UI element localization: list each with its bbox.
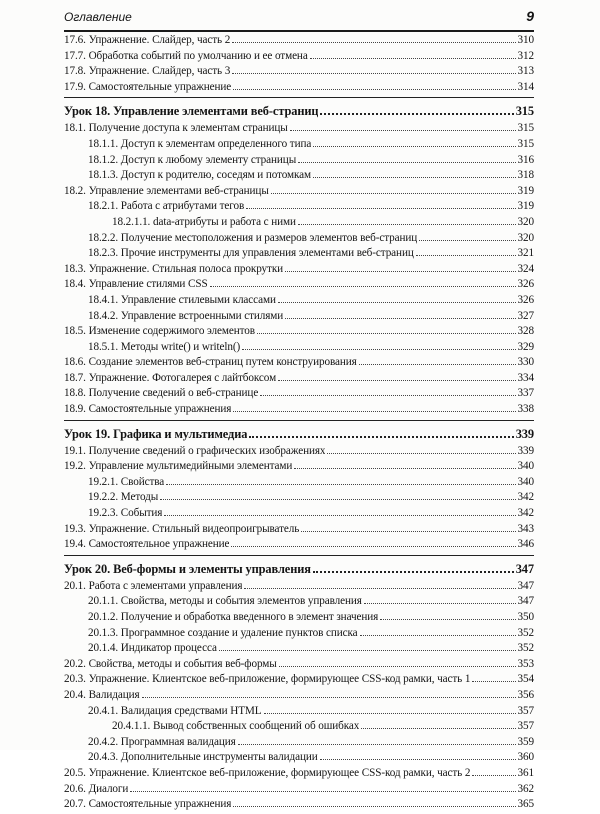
dot-leader [310, 58, 516, 59]
toc-page-number: 315 [517, 122, 534, 135]
toc-page-number: 319 [517, 184, 534, 197]
dot-leader [327, 453, 515, 454]
toc-entry [64, 736, 534, 752]
toc-entry-title: 18.4.1. Управление стилевыми классами [88, 293, 276, 306]
toc-entry-title: 20.1.3. Программное создание и удаление пунктов списка [88, 626, 358, 639]
toc-entry-title: 17.8. Упражнение. Слайдер, часть 3 [64, 65, 231, 78]
header-title: Оглавление [64, 10, 132, 24]
dot-leader [219, 650, 516, 651]
dot-leader [279, 666, 516, 667]
toc-entry [64, 705, 534, 721]
dot-leader [294, 468, 515, 469]
toc-page-number: 343 [517, 522, 534, 535]
toc-page-number: 362 [517, 782, 534, 795]
dot-leader [233, 806, 515, 807]
toc-page-number: 329 [517, 340, 534, 353]
toc-entry-title: 20.4. Валидация [64, 688, 140, 701]
toc-entry-title: 18.6. Создание элементов веб-страниц путем конструирования [64, 356, 357, 369]
toc-entry [64, 627, 534, 643]
dot-leader [301, 531, 515, 532]
toc-entry-title: 20.1. Работа с элементами управления [64, 579, 243, 592]
toc-entry-title: 18.2.1.1. data-атрибуты и работа с ними [112, 215, 296, 228]
dot-leader [260, 395, 515, 396]
toc-entry-title: Урок 20. Веб-формы и элементы управления [64, 561, 311, 576]
toc-page-number: 340 [517, 460, 534, 473]
toc-entry [64, 81, 534, 97]
toc-page-number: 316 [517, 153, 534, 166]
toc-page-number: 326 [517, 278, 534, 291]
toc-entry [64, 325, 534, 341]
toc-entry-title: 20.3. Упражнение. Клиентское веб-приложение, формирующее CSS-код рамки, часть 1 [64, 673, 471, 686]
dot-leader [419, 240, 515, 241]
toc-page-number: 352 [517, 642, 534, 655]
toc-page-number: 346 [517, 538, 534, 551]
toc-entry-title: 20.1.1. Свойства, методы и события элементов управления [88, 595, 362, 608]
toc-entry-title: 18.5. Изменение содержимого элементов [64, 325, 255, 338]
toc-entry-title: 19.2.2. Методы [88, 491, 159, 504]
toc-page-number: 342 [517, 491, 534, 504]
toc-entry-title: 20.5. Упражнение. Клиентское веб-приложение, формирующее CSS-код рамки, часть 2 [64, 766, 471, 779]
toc-entry-title: 18.1.2. Доступ к любому элементу страницы [88, 153, 297, 166]
toc-entry-title: 20.6. Диалоги [64, 782, 129, 795]
toc-lesson-heading [64, 427, 534, 445]
toc-entry-title: 18.8. Получение сведений о веб-странице [64, 387, 259, 400]
toc-page-number: 339 [517, 444, 534, 457]
toc-page-number: 347 [517, 579, 534, 592]
toc-entry [64, 372, 534, 388]
toc-entry [64, 460, 534, 476]
toc-entry [64, 185, 534, 201]
toc-lesson-heading [64, 562, 534, 580]
toc-page-number: 318 [517, 169, 534, 182]
toc-page-number: 361 [517, 766, 534, 779]
toc-entry-title: Урок 19. Графика и мультимедиа [64, 426, 248, 441]
dot-leader [249, 436, 513, 438]
dot-leader [313, 146, 515, 147]
dot-leader [231, 546, 515, 547]
toc-page-number: 365 [517, 798, 534, 811]
toc-entry [64, 294, 534, 310]
lesson-divider [64, 420, 534, 427]
dot-leader [320, 113, 513, 115]
toc-entry [64, 65, 534, 81]
toc-entry [64, 580, 534, 596]
dot-leader [298, 224, 516, 225]
dot-leader [278, 380, 515, 381]
dot-leader [416, 255, 516, 256]
toc-entry [64, 34, 534, 50]
toc-entry [64, 310, 534, 326]
toc-entry-title: 18.7. Упражнение. Фотогалерея с лайтбоксом [64, 371, 277, 384]
toc-entry-title: 18.3. Упражнение. Стильная полоса прокрутки [64, 262, 284, 275]
toc-page-number: 353 [517, 657, 534, 670]
toc-entry [64, 154, 534, 170]
toc-page-number: 330 [517, 356, 534, 369]
dot-leader [160, 499, 515, 500]
toc-entry [64, 122, 534, 138]
dot-leader [313, 177, 515, 178]
dot-leader [244, 588, 515, 589]
toc-entry-title: 19.3. Упражнение. Стильный видеопроигрыватель [64, 522, 300, 535]
toc-entry [64, 50, 534, 66]
toc-page-number: 315 [515, 104, 534, 119]
toc-entry-title: 20.1.2. Получение и обработка введенного в элемент значения [88, 611, 379, 623]
toc-page-number: 328 [517, 325, 534, 338]
toc-entry [64, 263, 534, 279]
dot-leader [278, 302, 516, 303]
dot-leader [264, 713, 516, 714]
dot-leader [285, 271, 515, 272]
dot-leader [233, 89, 515, 90]
toc-entry-title: 17.6. Упражнение. Слайдер, часть 2 [64, 34, 231, 46]
toc-entry-title: 20.4.3. Дополнительные инструменты валидации [88, 751, 318, 764]
toc-page-number: 356 [517, 688, 534, 701]
table-of-contents [64, 34, 534, 814]
toc-entry-title: 19.2.3. События [88, 507, 163, 520]
toc-page-number: 347 [515, 561, 534, 576]
toc-entry-title: 18.4.2. Управление встроенными стилями [88, 309, 284, 322]
toc-entry [64, 523, 534, 539]
dot-leader [271, 193, 516, 194]
dot-leader [232, 42, 515, 43]
toc-entry-title: 18.5.1. Методы write() и writeln() [88, 340, 241, 353]
toc-entry [64, 216, 534, 232]
toc-entry-title: 20.1.4. Индикатор процесса [88, 642, 217, 655]
toc-entry [64, 200, 534, 216]
toc-page-number: 357 [517, 720, 534, 733]
toc-entry [64, 445, 534, 461]
toc-page-number: 339 [515, 426, 534, 441]
toc-entry-title: 20.7. Самостоятельные упражнения [64, 798, 232, 811]
toc-entry [64, 341, 534, 357]
toc-entry-title: 19.4. Самостоятельное упражнение [64, 538, 230, 551]
dot-leader [359, 364, 516, 365]
toc-entry [64, 491, 534, 507]
toc-entry-title: 18.2.2. Получение местоположения и размеров элементов веб-страниц [88, 231, 418, 244]
toc-page-number: 319 [517, 200, 534, 213]
toc-entry-title: 19.1. Получение сведений о графических изображениях [64, 444, 326, 457]
toc-page-number: 352 [517, 626, 534, 639]
toc-page-number: 357 [517, 704, 534, 717]
toc-page-number: 327 [517, 309, 534, 322]
toc-page-number: 310 [517, 34, 534, 46]
toc-entry-title: 17.9. Самостоятельные упражнение [64, 80, 232, 93]
toc-entry [64, 751, 534, 767]
toc-page-number: 340 [517, 475, 534, 488]
toc-page-number: 314 [517, 80, 534, 93]
toc-entry-title: 18.1.1. Доступ к элементам определенного типа [88, 137, 312, 150]
toc-entry-title: 17.7. Обработка событий по умолчанию и ее отмена [64, 49, 308, 62]
toc-entry [64, 138, 534, 154]
toc-page-number: 326 [517, 293, 534, 306]
dot-leader [246, 208, 515, 209]
running-header [64, 10, 534, 30]
toc-entry [64, 642, 534, 658]
toc-entry-title: 18.9. Самостоятельные упражнения [64, 403, 232, 416]
toc-entry [64, 476, 534, 492]
toc-page-number: 324 [517, 262, 534, 275]
dot-leader [364, 603, 516, 604]
toc-entry [64, 689, 534, 705]
toc-entry-title: 20.2. Свойства, методы и события веб-формы [64, 657, 277, 670]
dot-leader [142, 697, 516, 698]
toc-entry-title: 18.2.3. Прочие инструменты для управления элементами веб-страниц [88, 247, 414, 260]
toc-entry [64, 783, 534, 799]
toc-entry [64, 658, 534, 674]
dot-leader [361, 728, 515, 729]
dot-leader [130, 791, 515, 792]
toc-entry [64, 356, 534, 372]
toc-page-number: 320 [517, 231, 534, 244]
toc-entry [64, 403, 534, 419]
dot-leader [242, 349, 515, 350]
toc-entry-title: 18.2.1. Работа с атрибутами тегов [88, 200, 245, 213]
toc-entry-title: 20.4.1. Валидация средствами HTML [88, 704, 262, 717]
dot-leader [166, 484, 515, 485]
toc-lesson-heading [64, 104, 534, 122]
lesson-divider [64, 97, 534, 104]
toc-page-number: 320 [517, 215, 534, 228]
toc-page-number: 354 [517, 673, 534, 686]
dot-leader [257, 333, 516, 334]
toc-page-number: 337 [517, 387, 534, 400]
toc-entry [64, 169, 534, 185]
toc-page-number: 360 [517, 751, 534, 764]
page-number: 9 [526, 8, 534, 24]
dot-leader [210, 286, 516, 287]
toc-entry [64, 247, 534, 263]
toc-entry-title: 20.4.2. Программная валидация [88, 735, 236, 748]
toc-entry [64, 798, 534, 814]
dot-leader [233, 411, 515, 412]
dot-leader [290, 130, 516, 131]
toc-entry-title: 18.4. Управление стилями CSS [64, 278, 208, 291]
toc-entry-title: 18.1. Получение доступа к элементам страницы [64, 122, 288, 135]
toc-entry [64, 232, 534, 248]
toc-entry [64, 538, 534, 554]
dot-leader [164, 515, 515, 516]
toc-entry [64, 767, 534, 783]
toc-page-number: 342 [517, 507, 534, 520]
dot-leader [360, 635, 516, 636]
dot-leader [313, 571, 514, 573]
toc-page-number: 312 [517, 49, 534, 62]
toc-page-number: 321 [517, 247, 534, 260]
toc-page-number: 359 [517, 735, 534, 748]
toc-page-number: 347 [517, 595, 534, 608]
toc-entry-title: 18.2. Управление элементами веб-страницы [64, 184, 269, 197]
toc-entry [64, 278, 534, 294]
dot-leader [238, 744, 516, 745]
dot-leader [472, 775, 515, 776]
toc-page-number: 315 [517, 137, 534, 150]
toc-page-number: 350 [517, 611, 534, 623]
toc-entry [64, 720, 534, 736]
toc-page-number: 334 [517, 371, 534, 384]
toc-entry-title: Урок 18. Управление элементами веб-страниц [64, 104, 319, 119]
toc-entry [64, 673, 534, 689]
dot-leader [380, 619, 515, 620]
toc-entry-title: 18.1.3. Доступ к родителю, соседям и потомкам [88, 169, 312, 182]
toc-entry-title: 19.2. Управление мультимедийными элементами [64, 460, 293, 473]
lesson-divider [64, 555, 534, 562]
dot-leader [320, 759, 516, 760]
dot-leader [472, 681, 515, 682]
toc-page-number: 313 [517, 65, 534, 78]
toc-entry [64, 595, 534, 611]
toc-page-number: 338 [517, 403, 534, 416]
toc-entry [64, 611, 534, 627]
toc-entry [64, 507, 534, 523]
dot-leader [285, 318, 515, 319]
toc-entry [64, 387, 534, 403]
dot-leader [232, 73, 515, 74]
toc-entry-title: 19.2.1. Свойства [88, 475, 165, 488]
toc-entry-title: 20.4.1.1. Вывод собственных сообщений об ошибках [112, 720, 360, 733]
dot-leader [298, 162, 515, 163]
header-rule [64, 30, 534, 32]
